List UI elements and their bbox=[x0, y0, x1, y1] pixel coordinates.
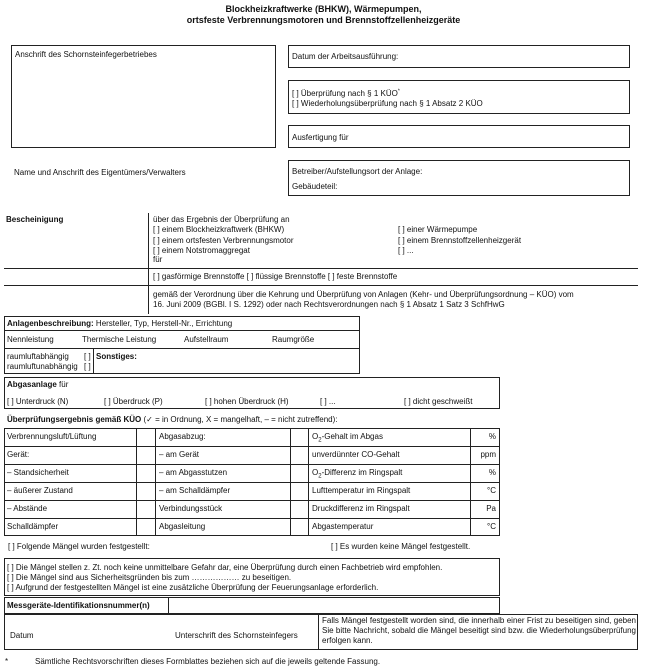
plant-mid-line bbox=[4, 348, 360, 349]
exhaust-other-option[interactable]: [ ] ... bbox=[320, 397, 336, 406]
certificate-for: für bbox=[153, 255, 163, 264]
operator-location-box[interactable] bbox=[288, 160, 630, 196]
footer-text: Sämtliche Rechtsvorschriften dieses Formblattes beziehen sich auf die jeweils geltende Fassung. bbox=[35, 657, 381, 666]
measuring-devices-divider bbox=[168, 597, 169, 614]
measurement-label: Druckdifferenz im Ringspalt bbox=[312, 504, 410, 513]
result-header: Überprüfungsergebnis gemäß KÜO (✓ = in Ordnung, X = mangelhaft, – = nicht zutreffend): bbox=[7, 415, 338, 424]
result-row-line bbox=[4, 500, 500, 501]
defects-found-option[interactable]: [ ] Folgende Mängel wurden festgestellt: bbox=[8, 542, 150, 551]
date-field[interactable]: Datum bbox=[10, 631, 34, 640]
copy-for-label: Ausfertigung für bbox=[292, 133, 349, 142]
result-item: – äußerer Zustand bbox=[7, 486, 73, 495]
room-air-dependent-label: raumluftabhängig bbox=[7, 352, 69, 361]
defect-option-recheck[interactable]: [ ] Aufgrund der festgestellten Mängel ist eine zusätzliche Überprüfung der Feuerungsanlage erforderlich. bbox=[7, 583, 379, 592]
result-row-line bbox=[4, 446, 500, 447]
footer-mark: * bbox=[5, 657, 9, 666]
option-heat-pump[interactable]: [ ] einer Wärmepumpe bbox=[398, 225, 478, 234]
building-label: Gebäudeteil: bbox=[292, 182, 338, 191]
certificate-divider bbox=[148, 213, 149, 314]
chimney-sweep-address-box[interactable] bbox=[11, 45, 276, 148]
certificate-label: Bescheinigung bbox=[6, 215, 64, 224]
deadline-note: Falls Mängel festgestellt worden sind, die innerhalb einer Frist zu beseitigen sind, geben Sie bitte Nachricht, sobald die Mängel beseitigt sind bzw. die Wiederholungsüberprüfung erfolgen kann. bbox=[322, 616, 636, 645]
regulation-line1: gemäß der Verordnung über die Kehrung und Überprüfung von Anlagen (Kehr- und Überprüfungsordnung – KÜO) vom bbox=[153, 290, 574, 299]
no-defects-option[interactable]: [ ] Es wurden keine Mängel festgestellt. bbox=[331, 542, 471, 551]
option-other-device[interactable]: [ ] ... bbox=[398, 246, 414, 255]
result-row-line bbox=[4, 482, 500, 483]
option-emergency-generator[interactable]: [ ] einem Notstromaggregat bbox=[153, 246, 250, 255]
result-item: – am Gerät bbox=[159, 450, 200, 459]
chimney-sweep-address-label: Anschrift des Schornsteinfegerbetriebes bbox=[15, 50, 157, 59]
exhaust-overpressure-option[interactable]: [ ] Überdruck (P) bbox=[104, 397, 163, 406]
plant-header-line bbox=[4, 330, 360, 331]
measurement-label: unverdünnter CO-Gehalt bbox=[312, 450, 400, 459]
result-item: – Standsicherheit bbox=[7, 468, 69, 477]
option-fuel-cell[interactable]: [ ] einem Brennstoffzellenheizgerät bbox=[398, 236, 522, 245]
nominal-power-label[interactable]: Nennleistung bbox=[7, 335, 54, 344]
fuel-row-bottom-line bbox=[4, 285, 638, 286]
result-item: Abgasabzug: bbox=[159, 432, 206, 441]
measurement-label: Lufttemperatur im Ringspalt bbox=[312, 486, 411, 495]
measurement-unit: % bbox=[488, 432, 496, 441]
form-title-line1: Blockheizkraftwerke (BHKW), Wärmepumpen, bbox=[225, 4, 422, 14]
signature-field[interactable]: Unterschrift des Schornsteinfegers bbox=[175, 631, 298, 640]
signature-divider bbox=[318, 614, 319, 650]
fuel-row-top-line bbox=[4, 268, 638, 269]
measurement-label: $O_2$-Differenz im Ringspalt bbox=[312, 468, 403, 480]
regulation-line2: 16. Juni 2009 (BGBl. I S. 1292) oder nach Rechtsverordnungen nach § 1 Absatz 1 Satz 3 SchfHwG bbox=[153, 300, 505, 309]
measurement-label: $O_2$-Gehalt im Abgas bbox=[312, 432, 383, 444]
room-air-independent-label: raumluftunabhängig bbox=[7, 362, 78, 371]
result-row-line bbox=[4, 464, 500, 465]
exhaust-sealed-option[interactable]: [ ] dicht geschweißt bbox=[404, 397, 473, 406]
result-item: Schalldämpfer bbox=[7, 522, 59, 531]
result-mark-column-1 bbox=[136, 428, 137, 536]
exhaust-system-label: Abgasanlage für bbox=[7, 380, 69, 389]
owner-address-label: Name und Anschrift des Eigentümers/Verwalters bbox=[14, 168, 186, 177]
measurement-unit: Pa bbox=[486, 504, 496, 513]
check-repeat-option[interactable]: [ ] Wiederholungsüberprüfung nach § 1 Absatz 2 KÜO bbox=[292, 99, 483, 108]
check-first-option[interactable]: [ ] Überprüfung nach § 1 KÜO* bbox=[292, 88, 400, 98]
result-item: Gerät: bbox=[7, 450, 30, 459]
operator-location-label: Betreiber/Aufstellungsort der Anlage: bbox=[292, 167, 423, 176]
work-date-label: Datum der Arbeitsausführung: bbox=[292, 52, 399, 61]
defect-option-deadline[interactable]: [ ] Die Mängel sind aus Sicherheitsgründen bis zum ……………… zu beseitigen. bbox=[7, 573, 292, 582]
other-label: Sonstiges: bbox=[96, 352, 137, 361]
result-unit-column bbox=[470, 428, 471, 536]
plant-other-divider bbox=[93, 348, 94, 374]
exhaust-high-overpressure-option[interactable]: [ ] hohen Überdruck (H) bbox=[205, 397, 289, 406]
installation-room-label[interactable]: Aufstellraum bbox=[184, 335, 229, 344]
option-motor[interactable]: [ ] einem ortsfesten Verbrennungsmotor bbox=[153, 236, 294, 245]
result-item: Verbindungsstück bbox=[159, 504, 223, 513]
result-row-line bbox=[4, 518, 500, 519]
room-size-label[interactable]: Raumgröße bbox=[272, 335, 315, 344]
measurement-unit: % bbox=[488, 468, 496, 477]
measurement-unit: ppm bbox=[480, 450, 496, 459]
defect-option-recommend[interactable]: [ ] Die Mängel stellen z. Zt. noch keine unmittelbare Gefahr dar, eine Überprüfung durch einen Fachbetrieb wird empfohlen. bbox=[7, 563, 443, 572]
thermal-power-label[interactable]: Thermische Leistung bbox=[82, 335, 157, 344]
measuring-devices-label: Messgeräte-Identifikationsnummer(n) bbox=[7, 601, 150, 610]
result-item: Verbrennungsluft/Lüftung bbox=[7, 432, 97, 441]
measurement-unit: °C bbox=[487, 522, 496, 531]
fuel-options[interactable]: [ ] gasförmige Brennstoffe [ ] flüssige Brennstoffe [ ] feste Brennstoffe bbox=[153, 272, 398, 281]
option-bhkw[interactable]: [ ] einem Blockheizkraftwerk (BHKW) bbox=[153, 225, 285, 234]
room-air-dependent-checkbox[interactable]: [ ] bbox=[84, 352, 91, 361]
plant-description-label: Anlagenbeschreibung: Hersteller, Typ, Herstell-Nr., Errichtung bbox=[7, 319, 233, 328]
exhaust-underpressure-option[interactable]: [ ] Unterdruck (N) bbox=[7, 397, 69, 406]
measurement-label: Abgastemperatur bbox=[312, 522, 374, 531]
result-mark-column-2 bbox=[290, 428, 291, 536]
room-air-independent-checkbox[interactable]: [ ] bbox=[84, 362, 91, 371]
result-item: – Abstände bbox=[7, 504, 48, 513]
certificate-intro: über das Ergebnis der Überprüfung an bbox=[153, 215, 290, 224]
form-title-line2: ortsfeste Verbrennungsmotoren und Brennstoffzellenheizgeräte bbox=[186, 15, 461, 25]
measurement-unit: °C bbox=[487, 486, 496, 495]
result-item: Abgasleitung bbox=[159, 522, 206, 531]
result-item: – am Abgasstutzen bbox=[159, 468, 228, 477]
result-item: – am Schalldämpfer bbox=[159, 486, 231, 495]
